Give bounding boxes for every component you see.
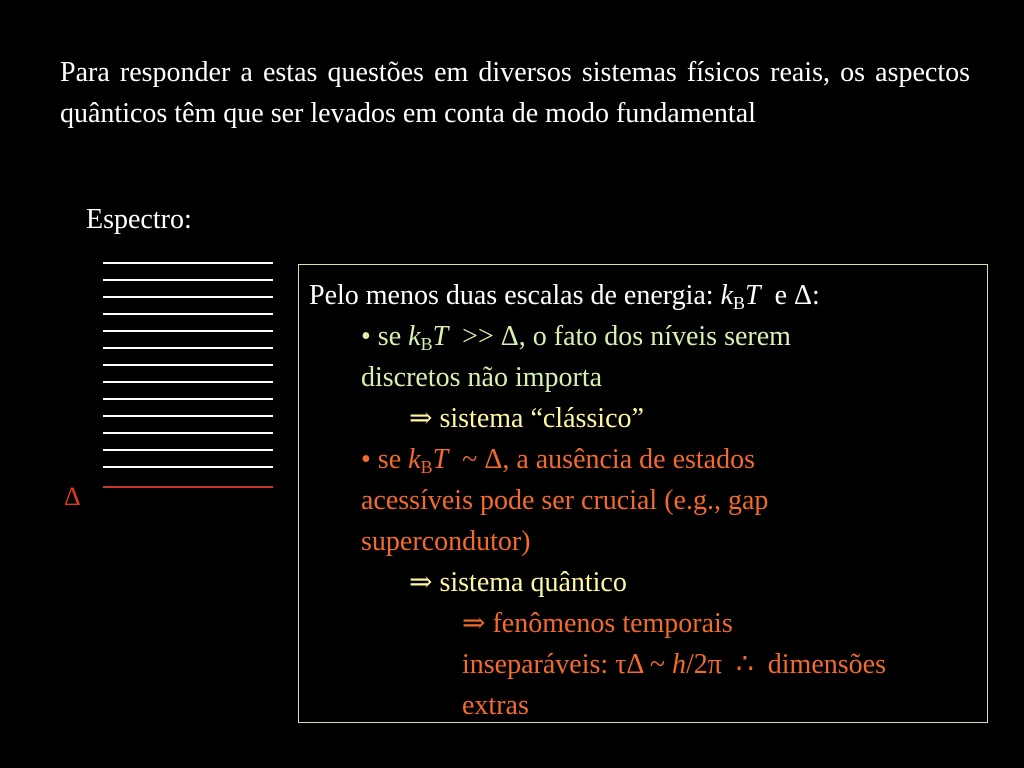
energy-level: [103, 347, 273, 349]
energy-level: [103, 432, 273, 434]
bullet-classical: • se $k_BT >> \Delta$, o fato dos níveis serem: [361, 321, 791, 354]
consequence-line3: extras: [462, 690, 529, 721]
gap-delta-symbol: Δ: [64, 482, 81, 511]
energy-level: [103, 381, 273, 383]
bullet-quantum: • se $k_BT$ ~ Δ, a ausência de estados: [361, 444, 755, 477]
result-classical: ⇒ sistema “clássico”: [409, 403, 644, 434]
consequence-line2: inseparáveis: τΔ ~ h/2π ∴ dimensões: [462, 649, 886, 680]
intro-paragraph: Para responder a estas questões em diversos sistemas físicos reais, os aspectos quânticos têm que ser levados em conta de modo fundamental: [60, 57, 970, 129]
energy-level-diagram: [103, 262, 273, 512]
box-heading: Pelo menos duas escalas de energia: $k_BT$ e Δ:: [309, 280, 820, 313]
energy-level: [103, 364, 273, 366]
spectrum-label: Espectro:: [86, 204, 192, 235]
energy-level: [103, 279, 273, 281]
bullet-quantum-line3: supercondutor): [361, 526, 531, 557]
energy-level: [103, 262, 273, 264]
energy-level: [103, 466, 273, 468]
energy-level: [103, 296, 273, 298]
energy-level: [103, 330, 273, 332]
bullet-classical-line2: discretos não importa: [361, 362, 603, 393]
energy-level: [103, 415, 273, 417]
gap-level: [103, 486, 273, 488]
bullet-quantum-line2: acessíveis pode ser crucial (e.g., gap: [361, 485, 769, 516]
energy-level: [103, 398, 273, 400]
energy-scales-box: [298, 264, 988, 723]
consequence-line1: ⇒ fenômenos temporais: [462, 608, 733, 639]
energy-level: [103, 449, 273, 451]
energy-level: [103, 313, 273, 315]
result-quantum: ⇒ sistema quântico: [409, 567, 627, 598]
